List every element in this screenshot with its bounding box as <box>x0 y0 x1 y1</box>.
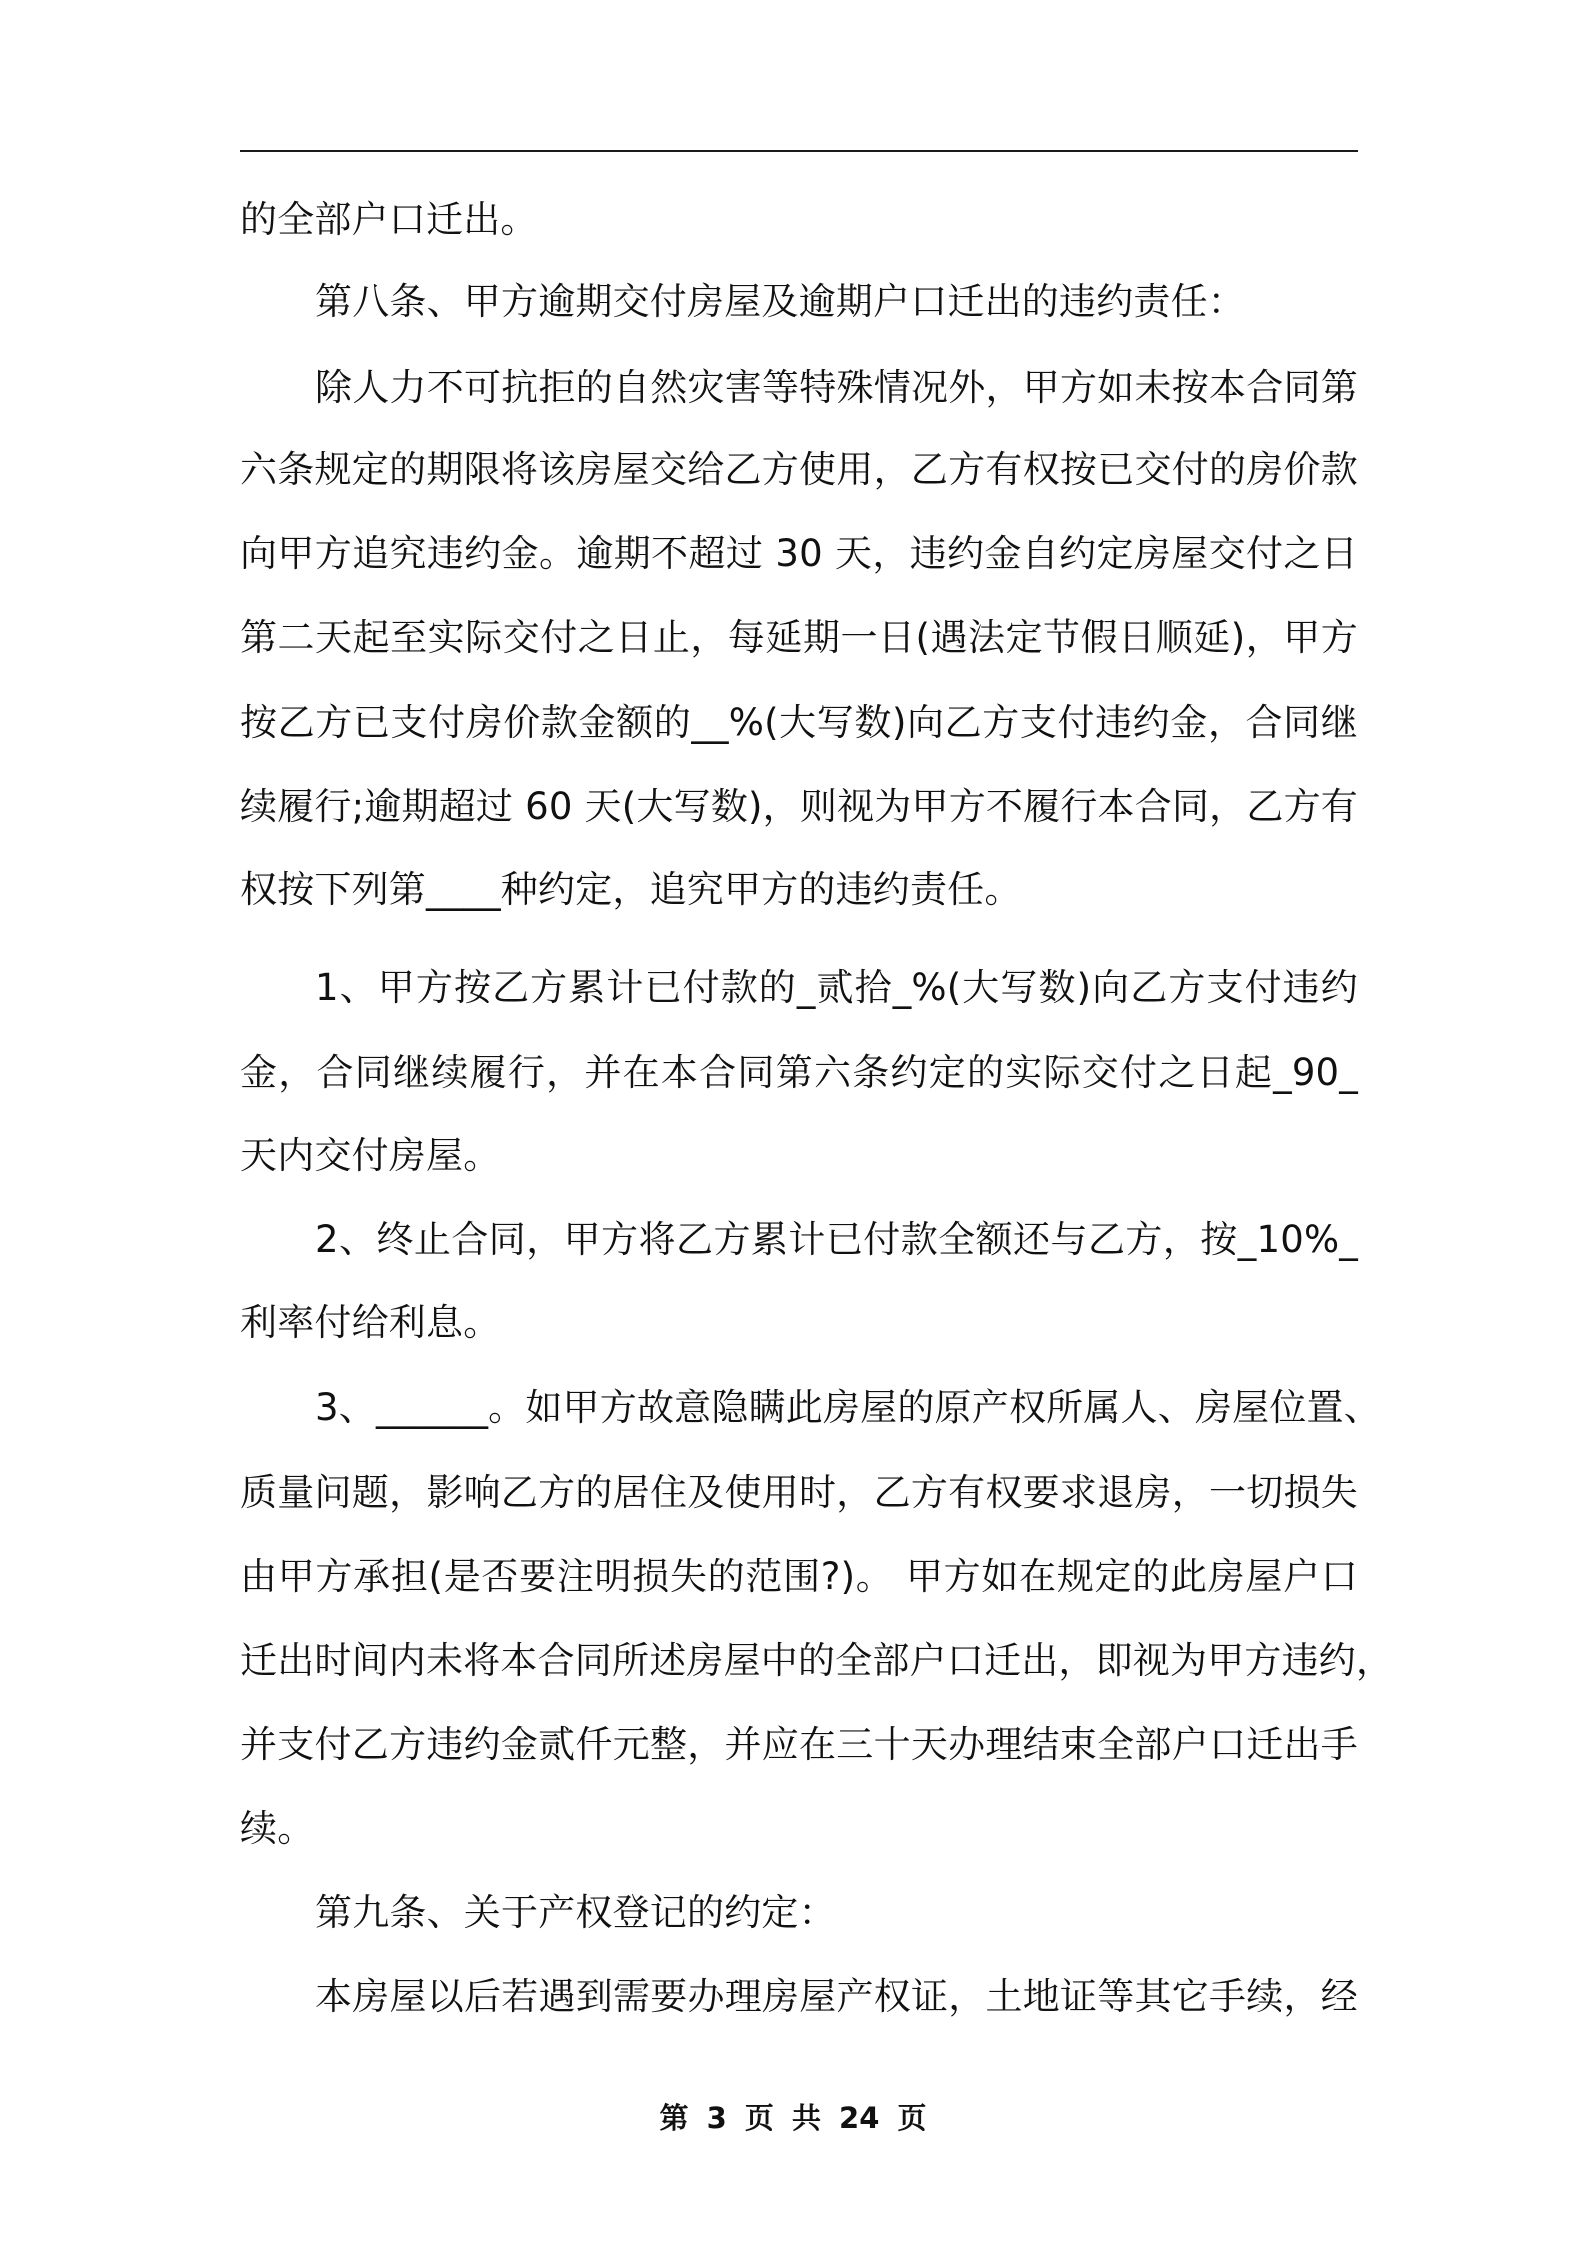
text-line: 并支付乙方违约金贰仟元整，并应在三十天办理结束全部户口迁出手 <box>240 1723 1358 1766</box>
text-line: 按乙方已支付房价款金额的__%(大写数)向乙方支付违约金，合同继 <box>240 701 1358 744</box>
clause-1-line: 1、甲方按乙方累计已付款的_贰拾_%(大写数)向乙方支付违约 <box>315 966 1358 1009</box>
text-line: 利率付给利息。 <box>240 1301 501 1344</box>
article-8-heading: 第八条、甲方逾期交付房屋及逾期户口迁出的违约责任： <box>315 280 1245 323</box>
text-line: 权按下列第____种约定，追究甲方的违约责任。 <box>240 868 1022 911</box>
clause-2-line: 2、终止合同，甲方将乙方累计已付款全额还与乙方，按_10%_ <box>315 1218 1358 1261</box>
text-line: 迁出时间内未将本合同所述房屋中的全部户口迁出，即视为甲方违约， <box>240 1639 1394 1682</box>
text-line: 续履行;逾期超过 60 天(大写数)，则视为甲方不履行本合同，乙方有 <box>240 785 1358 828</box>
header-rule <box>240 150 1358 152</box>
text-line: 续。 <box>240 1807 315 1850</box>
page-number-footer: 第 3 页 共 24 页 <box>659 2101 927 2135</box>
text-line: 六条规定的期限将该房屋交给乙方使用，乙方有权按已交付的房价款 <box>240 448 1358 491</box>
text-line: 金，合同继续履行，并在本合同第六条约定的实际交付之日起_90_ <box>240 1051 1358 1094</box>
text-line: 第二天起至实际交付之日止，每延期一日(遇法定节假日顺延)，甲方 <box>240 616 1358 659</box>
text-line: 的全部户口迁出。 <box>240 198 538 241</box>
text-line: 天内交付房屋。 <box>240 1134 501 1177</box>
text-line: 本房屋以后若遇到需要办理房屋产权证，土地证等其它手续，经 <box>315 1975 1358 2018</box>
clause-3-line: 3、______。如甲方故意隐瞒此房屋的原产权所属人、房屋位置、 <box>315 1386 1381 1429</box>
text-line: 由甲方承担(是否要注明损失的范围?)。 甲方如在规定的此房屋户口 <box>240 1555 1358 1598</box>
text-line: 除人力不可抗拒的自然灾害等特殊情况外，甲方如未按本合同第 <box>315 366 1358 409</box>
article-9-heading: 第九条、关于产权登记的约定： <box>315 1891 836 1934</box>
text-line: 向甲方追究违约金。逾期不超过 30 天，违约金自约定房屋交付之日 <box>240 532 1358 575</box>
text-line: 质量问题，影响乙方的居住及使用时，乙方有权要求退房，一切损失 <box>240 1471 1358 1514</box>
